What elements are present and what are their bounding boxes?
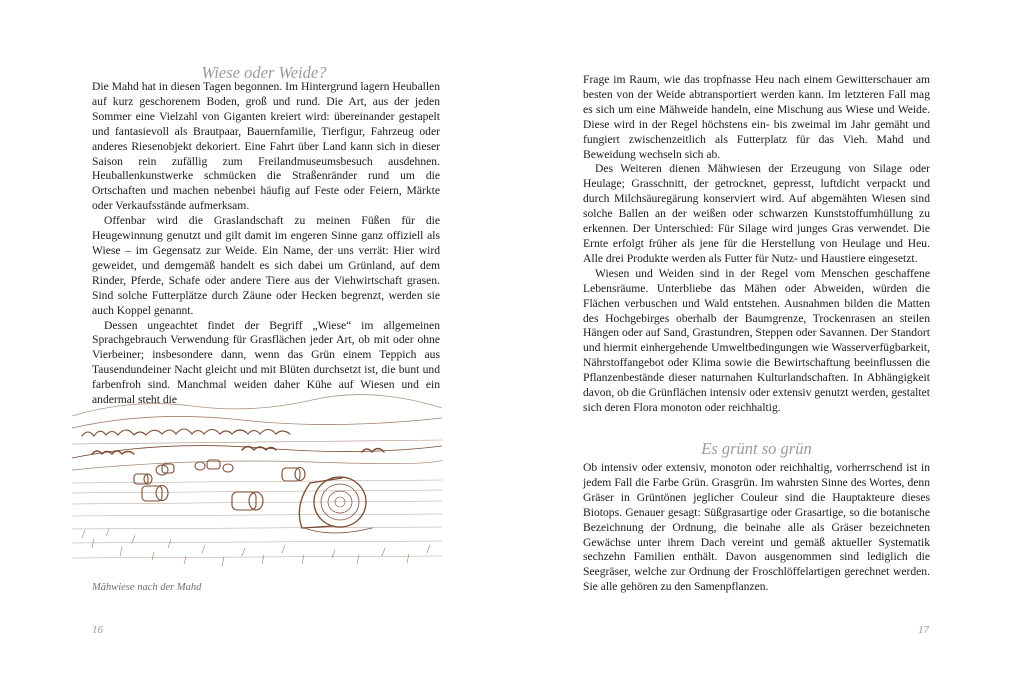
paragraph: Frage im Raum, wie das tropfnasse Heu nach einem Gewitterschauer am besten von der Weide abtransportiert werden kann. Im letzteren Fall mag es sich um eine Mähweide handeln, eine Mischung aus Wiese und Weide. Diese wird in der Regel höchstens ein- bis zweimal im Jahr gemäht und fungiert zwischenzeitlich als Futterplatz für das Vieh. Mahd und Beweidung wechseln sich ab. [583, 73, 930, 161]
section-heading-wiese-oder-weide: Wiese oder Weide? [201, 63, 327, 82]
paragraph: Die Mahd hat in diesen Tagen begonnen. Im Hintergrund lagern Heuballen auf kurz geschorenem Boden, groß und rund. Die Art, aus der jeden Sommer eine Vielzahl von Giganten kreiert wird: übereinander gestapelt und fantasievoll als Brautpaar, Bauernfamilie, Tierfigur, Fahrzeug oder anderes Riesenobjekt dekoriert. Eine Fahrt über Land kann sich in dieser Saison rein zufällig zum Freilandmuseumsbesuch ausdehnen. Heuballenkunstwerke schmücken die Straßenränder rund um die Ortschaften und machen nebenbei häufig auf Feste oder Feiern, Märkte oder Verkaufsstände aufmerksam. [92, 80, 440, 213]
right-body-text-top [583, 73, 930, 416]
section-heading-es-gruent-so-gruen: Es grünt so grün [701, 439, 812, 458]
paragraph: Offenbar wird die Graslandschaft zu meinen Füßen für die Heugewinnung genutzt und gilt damit im engeren Sinne ganz offiziell als Wiese – im Gegensatz zur Weide. Ein Name, der uns verrät: Hier wird geweidet, und demgemäß handelt es sich dabei um Grünland, auf dem Rinder, Pferde, Schafe oder andere Tiere aus der Viehwirtschaft grasen. Sind solche Futterplätze durch Zäune oder Hecken begrenzt, werden sie auch Koppel genannt. [92, 214, 440, 317]
page-number-right: 17 [918, 624, 929, 636]
hay-bale-sketch-illustration [72, 388, 442, 573]
right-page [510, 0, 1020, 690]
illustration-caption: Mähwiese nach der Mahd [92, 582, 202, 593]
page-number-left: 16 [92, 624, 103, 636]
paragraph: Wiesen und Weiden sind in der Regel vom Menschen geschaffene Lebensräume. Unterbliebe das Mähen oder Abweiden, würden die Flächen verbuschen und Wald entstehen. Ausnahmen bilden die Matten des Hochgebirges oberhalb der Baumgrenze, Trockenrasen an steilen Hängen oder auf Sand, Grastundren, Steppen oder Savannen. Der Standort und hiermit einhergehende Umweltbedingungen wie Wasserverfügbarkeit, Nährstoffangebot oder Klima sowie die Bewirtschaftung beeinflussen die Pflanzenbestände dieser naturnahen Kulturlandschaften. In Abhängigkeit davon, ob die Grünflächen intensiv oder extensiv genutzt werden, gestaltet sich deren Flora monoton oder reichhaltig. [583, 266, 930, 414]
paragraph: Ob intensiv oder extensiv, monoton oder reichhaltig, vorherrschend ist in jedem Fall die Farbe Grün. Grasgrün. Im wahrsten Sinne des Wortes, denn Gräser in Grüntönen jeglicher Couleur sind die Hauptakteure dieses Biotops. Genauer gesagt: Süßgrasartige oder Grasartige, so die botanische Bezeichnung der Ordnung, die beinahe alle als Gräser bezeichneten Gewächse unter ihrem Dach vereint und gemäß aktueller Systematik sechzehn Familien enthält. Davon ausgenommen sind lediglich die Seegräser, welche zur Ordnung der Froschlöffelartigen gerechnet werden. Sie alle gehören zu den Samenpflanzen. [583, 461, 930, 594]
paragraph: Dessen ungeachtet findet der Begriff „Wiese“ im allgemeinen Sprachgebrauch Verwendung für Grasflächen jeder Art, ob mit oder ohne Vierbeiner; insbesondere dann, wenn das Grün einem Teppich aus Tausendundeiner Nacht gleicht und mit Blüten durchsetzt ist, die bunt und farbenfroh sind. Manchmal weiden daher Kühe auf Wiesen und ein andermal steht die [92, 318, 440, 407]
left-body-text [92, 80, 440, 408]
paragraph: Des Weiteren dienen Mähwiesen der Erzeugung von Silage oder Heulage; Grasschnitt, der getrocknet, gepresst, luftdicht verpackt und durch Milchsäuregärung konserviert wird. Auf abgemähten Wiesen sind solche Ballen an der weißen oder schwarzen Kunststoffumhüllung zu erkennen. Der Unterschied: Für Silage wird junges Gras verwendet. Die Ernte erfolgt früher als jene für die Herstellung von Heulage und Heu. Alle drei Produkte werden als Futter für Nutz- und Haustiere eingesetzt. [583, 162, 930, 265]
right-body-text-bottom [583, 461, 930, 595]
